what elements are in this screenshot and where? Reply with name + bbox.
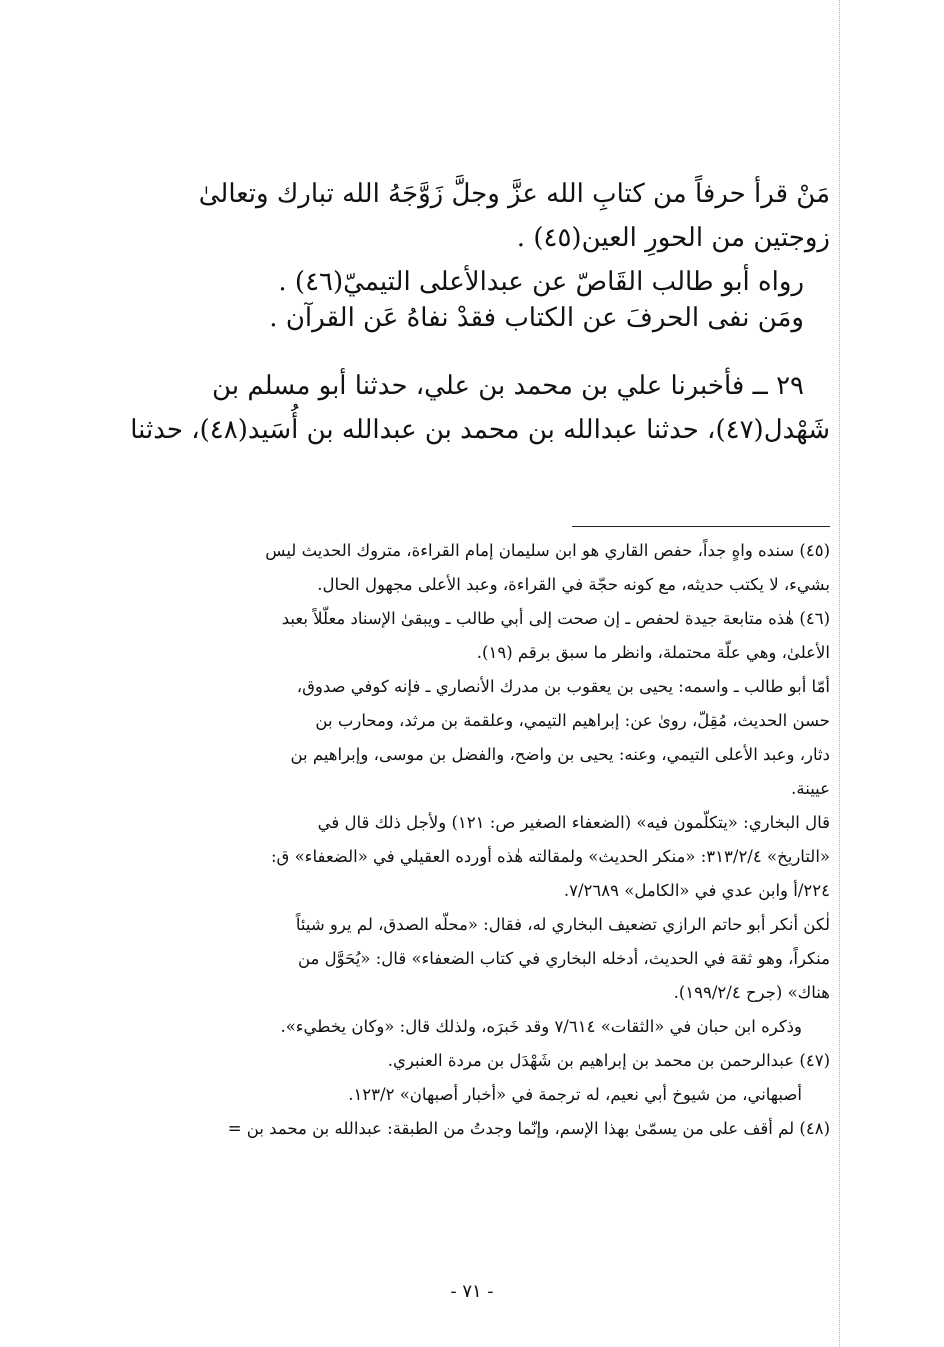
main-text-block	[130, 176, 830, 456]
footnote-separator	[572, 526, 830, 527]
footnote-line: وذكره ابن حبان في «الثقات» ٧/٦١٤ وقد خَبرَه، ولذلك قال: «وكان يخطيء».	[280, 1017, 802, 1036]
footnote-line: قال البخاري: «يتكلّمون فيه» (الضعفاء الصغير ص: ١٢١) ولأجل ذلك قال في	[317, 813, 830, 832]
page-edge-dotted-line	[839, 0, 841, 1347]
footnote-line: دثار، وعبد الأعلى التيمي، وعنه: يحيى بن واضح، والفضل بن موسى، وإبراهيم بن	[290, 745, 830, 764]
page-number: - ٧١ -	[450, 1281, 494, 1302]
main-text-line: ٢٩ ــ فأخبرنا علي بن محمد بن علي، حدثنا أبو مسلم بن	[212, 371, 804, 401]
footnote-line: أمّا أبو طالب ـ واسمه: يحيى بن يعقوب بن مدرك الأنصاري ـ فإنه كوفي صدوق،	[296, 677, 830, 696]
footnote-line: حسن الحديث، مُقِلّ، روىٰ عن: إبراهيم التيمي، وعلقمة بن مرثد، ومحارب بن	[315, 711, 830, 730]
main-text-line: ومَن نفى الحرفَ عن الكتاب فقدْ نفاهُ عَن القرآن .	[269, 303, 804, 333]
footnote-line: هناك» (جرح ١٩٩/٢/٤).	[673, 983, 830, 1002]
main-text-line: مَنْ قرأ حرفاً من كتابِ الله عزَّ وجلَّ زَوَّجَهُ الله تبارك وتعالىٰ	[198, 179, 830, 209]
footnote-line: (٤٥) سنده واهٍ جداً، حفص القاري هو ابن سليمان إمام القراءة، متروك الحديث ليس	[265, 541, 830, 560]
footnote-line: أصبهاني، من شيوخ أبي نعيم، له ترجمة في «أخبار أصبهان» ١٢٣/٢.	[348, 1085, 802, 1104]
paragraph-gap	[150, 344, 830, 368]
footnote-line: (٤٦) هٰذه متابعة جيدة لحفص ـ إن صحت إلى أبي طالب ـ ويبقىٰ الإسناد معلّلاً بعبد	[281, 609, 830, 628]
footnote-line: «التاريخ» ٣١٣/٢/٤: «منكر الحديث» ولمقالته هٰذه أورده العقيلي في «الضعفاء» ق:	[270, 847, 830, 866]
footnote-line: ٢٢٤/أ وابن عدي في «الكامل» ٧/٢٦٨٩.	[563, 881, 830, 900]
footnote-line: منكراً، وهو ثقة في الحديث، أدخله البخاري في كتاب الضعفاء» قال: «يُحَوَّل من	[298, 949, 830, 968]
main-text-line: رواه أبو طالب القَاصّ عن عبدالأعلى التيميّ(٤٦) .	[278, 267, 804, 297]
footnote-line: (٤٧) عبدالرحمن بن محمد بن إبراهيم بن شَهْدَل بن مردة العنبري.	[387, 1051, 830, 1070]
footnote-line: بشيء، لا يكتب حديثه، مع كونه حجّة في القراءة، وعبد الأعلى مجهول الحال.	[317, 575, 830, 594]
footnote-line: (٤٨) لم أقف على من يسمّىٰ بهذا الإسم، وإنّما وجدتُ من الطبقة: عبدالله بن محمد بن =	[227, 1119, 830, 1138]
main-text-line: زوجتين من الحورِ العين(٤٥) .	[516, 223, 830, 253]
footnote-line: لٰكن أنكر أبو حاتم الرازي تضعيف البخاري له، فقال: «محلّه الصدق، لم يرو شيئاً	[295, 915, 830, 934]
footnotes-block	[150, 540, 830, 1152]
footnote-line: الأعلىٰ، وهي علّة محتملة، وانظر ما سبق برقم (١٩).	[476, 643, 830, 662]
footnote-line: عيينة.	[791, 779, 830, 798]
main-text-line: شَهْدل(٤٧)، حدثنا عبدالله بن محمد بن عبدالله بن أُسَيد(٤٨)، حدثنا	[130, 415, 830, 445]
